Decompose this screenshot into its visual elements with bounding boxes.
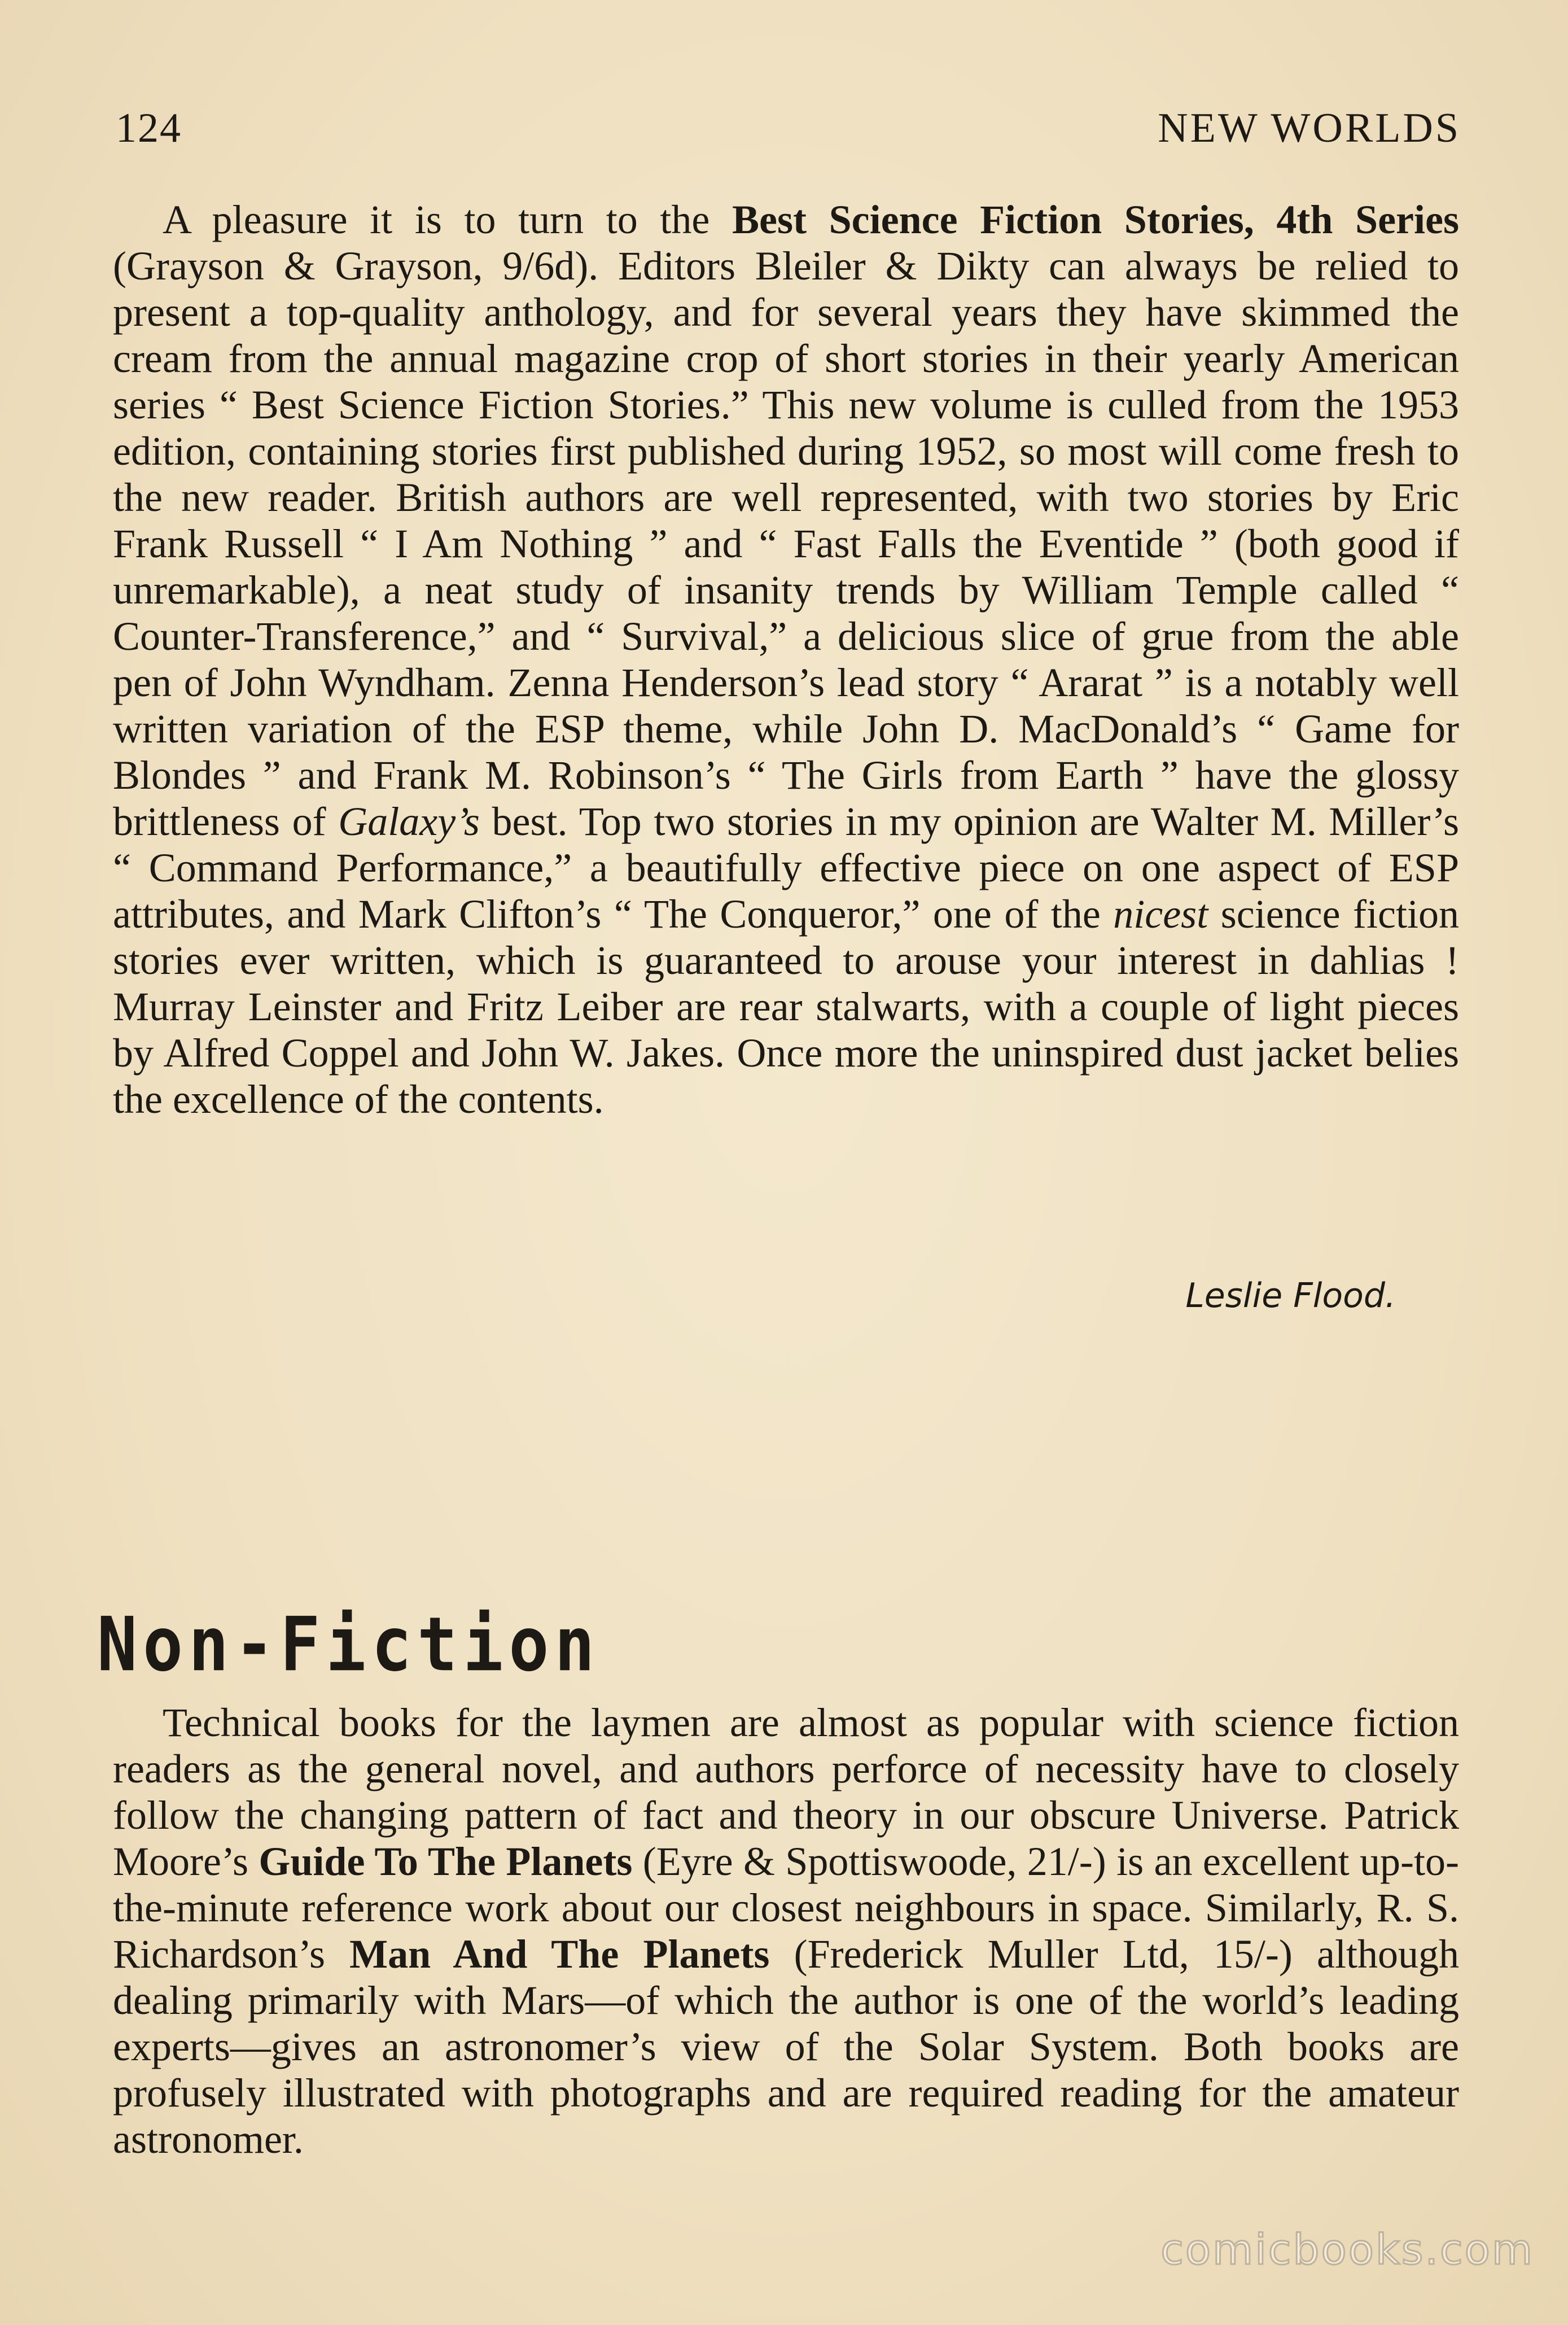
reviewer-signature: Leslie Flood.	[1185, 1276, 1396, 1316]
book-title: Man And The Planets	[349, 1931, 770, 1977]
non-fiction-review-paragraph	[113, 1699, 1459, 2162]
review-text: (Grayson & Grayson, 9/6d). Editors Bleiler & Dikty can always be relied to present a top-quality anthology, and for several years they have skimmed the cream from the annual magazine crop of short stories in their yearly American series “ Best Science Fiction Stories.” This new volume is culled from the 1953 edition, containing stories first published during 1952, so most will come fresh to the new reader. British authors are well represented, with two stories by Eric Frank Russell “ I Am Nothing ” and “ Fast Falls the Eventide ” (both good if unremarkable), a neat study of insanity trends by William Temple called “ Counter-Transference,” and “ Survival,” a delicious slice of grue from the able pen of John Wyndham. Zenna Henderson’s lead story “ Ararat ” is a notably well written variation of the ESP theme, while John D. MacDonald’s “ Game for Blondes ” and Frank M. Robinson’s “ The Girls from Earth ” have the glossy brittleness of	[113, 243, 1459, 844]
review-text: (Frederick Muller Ltd, 15/-) although dealing primarily with Mars—of which the author is one of the world’s leading experts—gives an astronomer’s view of the Solar System. Both books are profusely illustrated with photographs and are required reading for the amateur astronomer.	[113, 1931, 1460, 2162]
magazine-title: Galaxy’s	[338, 799, 480, 844]
review-text: (Eyre & Spottiswoode, 21/-) is an excellent up-to-the-minute reference work about our closest neighbours in space. Similarly, R. S. Richardson’s	[113, 1839, 1460, 1977]
review-text: Technical books for the laymen are almost as popular with science fiction readers as the general novel, and authors perforce of necessity have to closely follow the changing pattern of fact and theory in our obscure Universe. Patrick Moore’s	[113, 1700, 1459, 1884]
emphasis-text: nicest	[1113, 891, 1208, 937]
review-text: A pleasure it is to turn to the	[163, 197, 733, 242]
page-number: 124	[116, 105, 182, 151]
fiction-review	[113, 196, 1459, 1122]
section-heading: Non-Fiction	[97, 1601, 601, 1688]
fiction-review-paragraph	[113, 196, 1459, 1122]
review-text: science fiction stories ever written, which is guaranteed to arouse your interest in dahlias ! Murray Leinster and Fritz Leiber are rear stalwarts, with a couple of light pieces by Alfred Coppel and John W. Jakes. Once more the uninspired dust jacket belies the excellence of the contents.	[113, 891, 1459, 1122]
watermark: comicbooks.com	[1160, 2226, 1534, 2274]
review-text: best. Top two stories in my opinion are Walter M. Miller’s “ Command Performance,” a beautifully effective piece on one aspect of ESP attributes, and Mark Clifton’s “ The Conqueror,” one of the	[113, 799, 1460, 937]
book-title: Best Science Fiction Stories, 4th Series	[732, 197, 1459, 242]
running-title: NEW WORLDS	[1158, 105, 1461, 151]
page-header	[116, 104, 1461, 155]
book-title: Guide To The Planets	[259, 1839, 633, 1884]
non-fiction-review	[113, 1699, 1459, 2162]
